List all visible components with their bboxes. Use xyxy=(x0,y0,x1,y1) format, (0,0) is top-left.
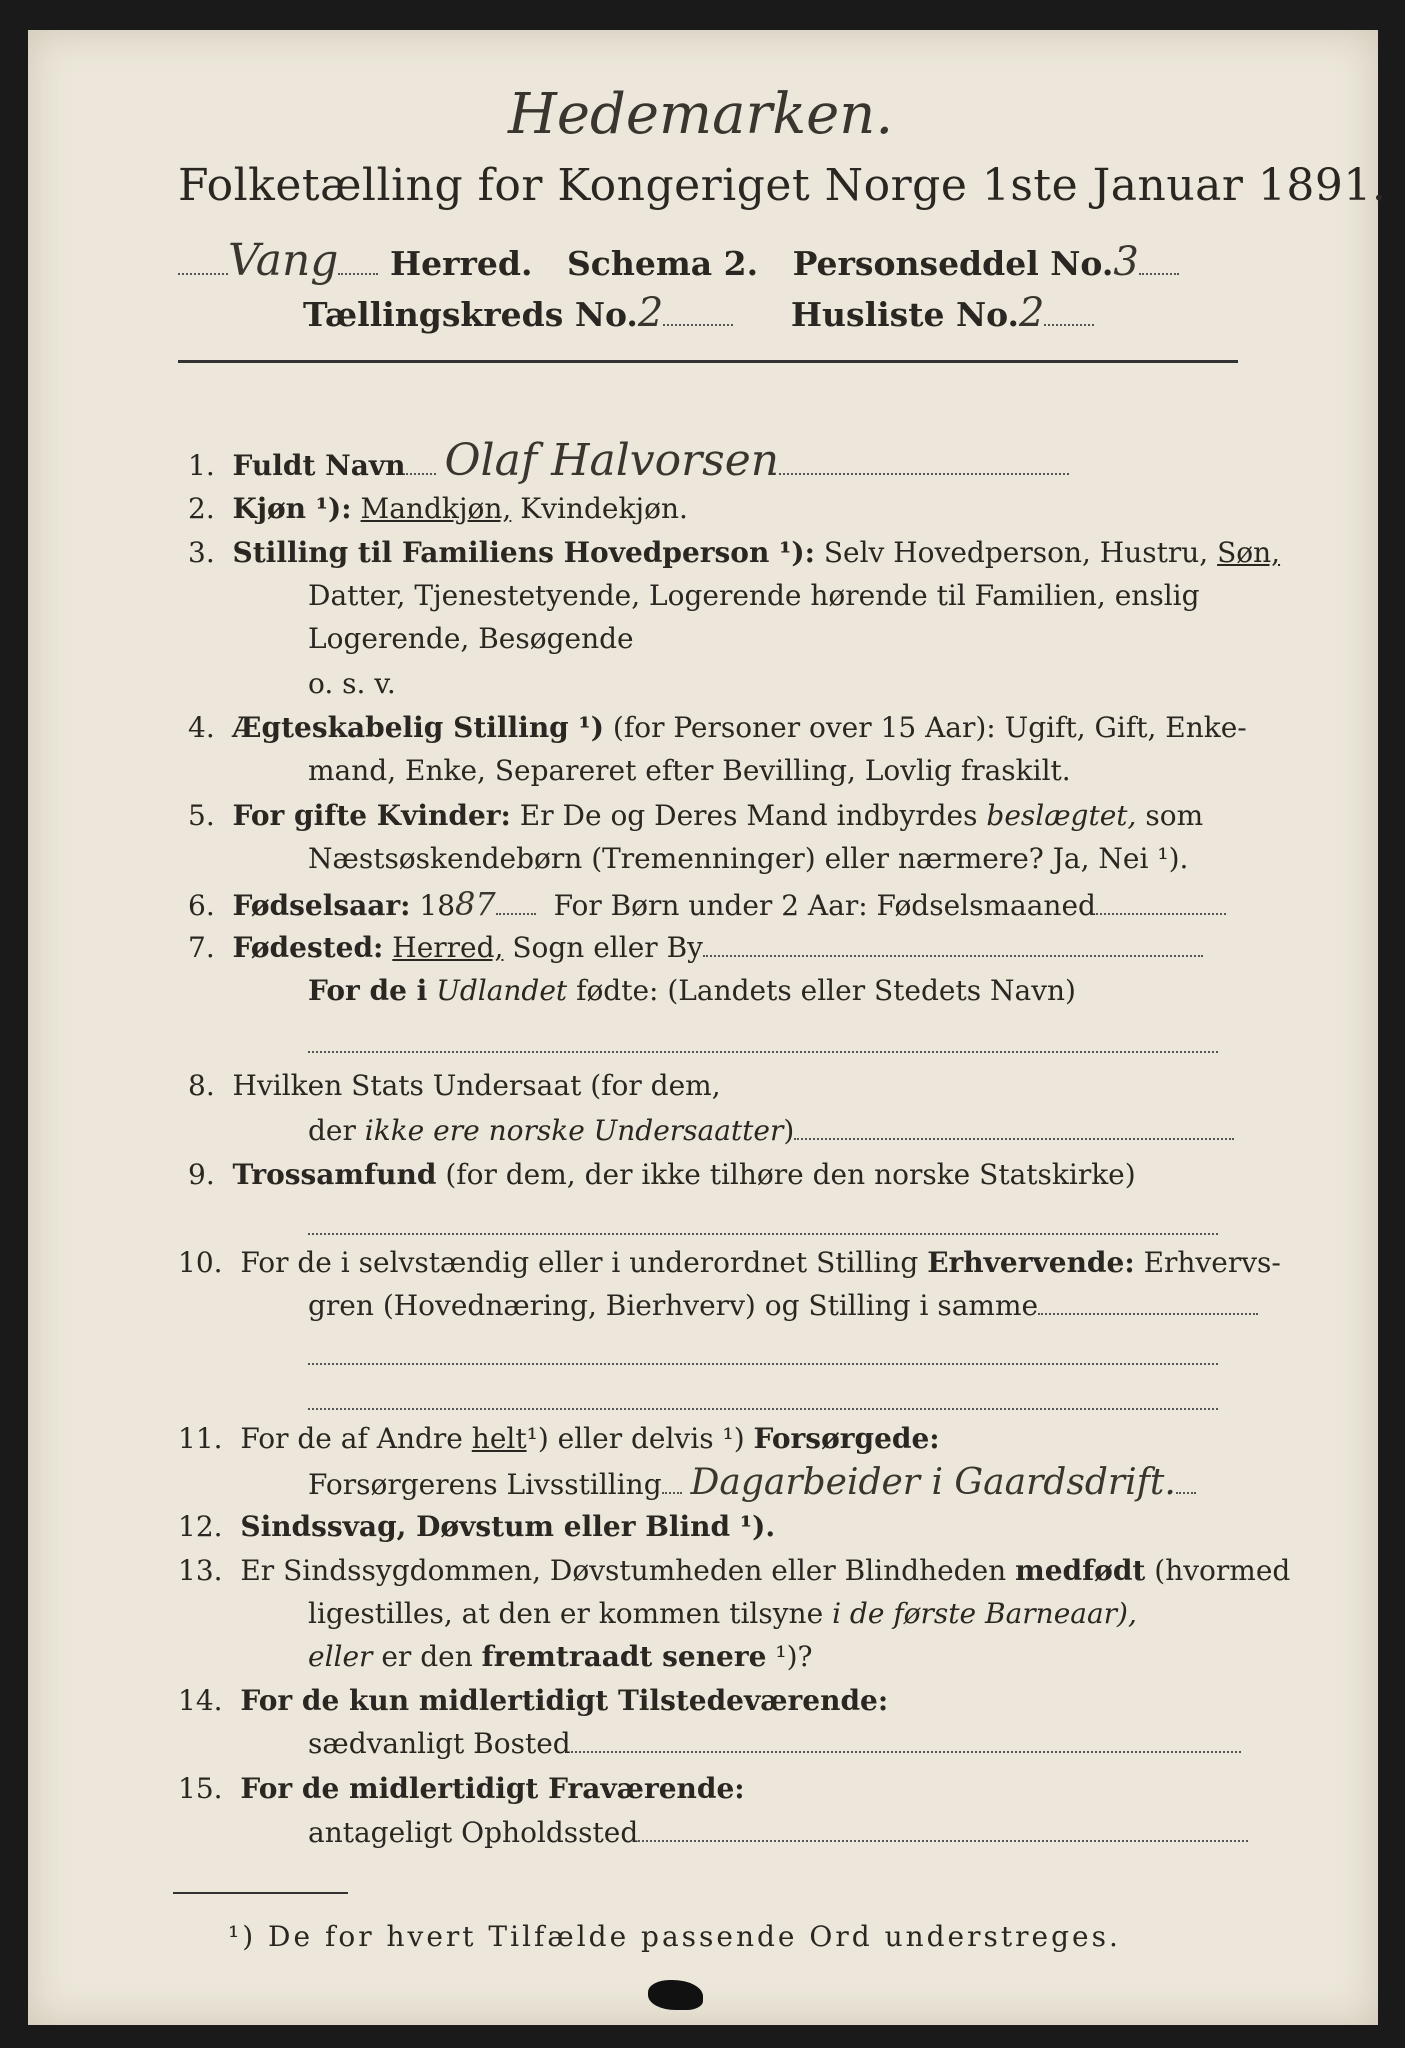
item-14-line-2 xyxy=(308,1723,1241,1765)
herred-value: Vang xyxy=(228,235,339,286)
item-label: Fuldt Navn xyxy=(232,449,406,482)
item-text: Sogn eller By xyxy=(512,931,703,964)
item-label: fremtraadt senere xyxy=(481,1640,767,1673)
item-5-line-2: Næstsøskendebørn (Tremenninger) eller nærmere? Ja, Nei ¹). xyxy=(308,842,1189,875)
item-3-line-3: Logerende, Besøgende xyxy=(308,622,634,655)
item-9 xyxy=(188,1154,1136,1196)
item-text: For de af Andre xyxy=(240,1422,463,1455)
item-text: Er De og Deres Mand indbyrdes xyxy=(519,799,978,832)
item-9-blank-line xyxy=(308,1220,1218,1239)
item-text: ¹)? xyxy=(775,1640,813,1673)
item-15 xyxy=(178,1768,745,1810)
item-text: For de i xyxy=(308,974,428,1007)
item-number: 2. xyxy=(188,492,215,525)
item-label: medfødt xyxy=(1015,1554,1146,1587)
item-text-italic: i de første Barneaar), xyxy=(832,1597,1137,1630)
item-10-blank-line-2 xyxy=(308,1395,1218,1414)
item-text-italic: Udlandet xyxy=(436,974,568,1007)
taellingskreds-label: Tællingskreds No. xyxy=(303,295,638,334)
schema-label: Schema 2. xyxy=(566,244,759,283)
item-text: For de i selvstændig eller i underordnet Stilling xyxy=(240,1246,919,1279)
item-label: For de kun midlertidigt Tilstedeværende: xyxy=(240,1684,889,1717)
ink-blot xyxy=(648,1980,703,2010)
item-text-italic: beslægtet, xyxy=(986,799,1137,832)
item-number: 15. xyxy=(178,1772,223,1805)
personseddel-value: 3 xyxy=(1113,239,1139,285)
item-number: 8. xyxy=(188,1069,215,1102)
item-label: Forsørgede: xyxy=(753,1422,940,1455)
item-label: For de midlertidigt Fraværende: xyxy=(240,1772,745,1805)
item-10-line-2 xyxy=(308,1285,1258,1327)
item-7-line-2 xyxy=(308,970,1076,1012)
item-text: (for dem, xyxy=(590,1069,721,1102)
husliste-value: 2 xyxy=(1019,290,1045,336)
item-1 xyxy=(188,435,1069,487)
item-number: 12. xyxy=(178,1510,223,1543)
item-13 xyxy=(178,1550,1290,1592)
support-option-helt: helt xyxy=(471,1422,527,1455)
item-2 xyxy=(188,488,688,530)
item-number: 7. xyxy=(188,931,215,964)
item-4-line-2: mand, Enke, Separeret efter Bevilling, Lovlig fraskilt. xyxy=(308,754,1071,787)
item-3-line-4: o. s. v. xyxy=(308,667,396,700)
item-13-line-2 xyxy=(308,1593,1137,1635)
item-number: 3. xyxy=(188,536,215,569)
item-label: For gifte Kvinder: xyxy=(232,799,511,832)
item-text: ligestilles, at den er kommen tilsyne xyxy=(308,1597,824,1630)
item-text: Erhvervs- xyxy=(1143,1246,1281,1279)
item-number: 10. xyxy=(178,1246,223,1279)
item-11-line-2 xyxy=(308,1462,1196,1506)
herred-label: Herred. xyxy=(389,244,533,283)
item-10-blank-line-1 xyxy=(308,1350,1218,1369)
item-5 xyxy=(188,795,1203,837)
item-8-line-2: der ikke ere norske Undersaatter) xyxy=(308,1110,1234,1152)
taellingskreds-line xyxy=(303,290,1094,336)
item-text-italic: ikke ere norske Undersaatter xyxy=(364,1114,784,1147)
relation-option-son: Søn, xyxy=(1217,536,1281,569)
item-text: fødte: (Landets eller Stedets Navn) xyxy=(576,974,1076,1007)
item-text: (for dem, der ikke tilhøre den norske Statskirke) xyxy=(445,1158,1136,1191)
item-text: (for Personer over 15 Aar): Ugift, Gift, Enke- xyxy=(612,711,1247,744)
item-label: Stilling til Familiens Hovedperson ¹): xyxy=(232,536,815,569)
item-15-line-2 xyxy=(308,1812,1248,1854)
item-text: (hvormed xyxy=(1154,1554,1291,1587)
item-text: antageligt Opholdssted xyxy=(308,1816,639,1849)
item-text: For Børn under 2 Aar: Fødselsmaaned xyxy=(553,889,1096,922)
taellingskreds-value: 2 xyxy=(637,290,664,336)
item-number: 6. xyxy=(188,889,215,922)
footnote-rule xyxy=(173,1892,348,1894)
item-label: Ægteskabelig Stilling ¹) xyxy=(232,711,605,744)
item-7-blank-line xyxy=(308,1038,1218,1057)
item-14 xyxy=(178,1680,888,1722)
gender-option-male: Mandkjøn, xyxy=(360,492,512,525)
provider-occupation-value: Dagarbeider i Gaardsdrift. xyxy=(690,1462,1176,1503)
item-3-line-2: Datter, Tjenestetyende, Logerende hørende til Familien, enslig xyxy=(308,579,1200,612)
item-label: Kjøn ¹): xyxy=(232,492,352,525)
item-label: Fødselsaar: xyxy=(232,889,411,922)
item-label: Sindssvag, Døvstum eller Blind ¹). xyxy=(240,1510,776,1543)
item-number: 11. xyxy=(178,1422,223,1455)
gender-option-female: Kvindekjøn. xyxy=(520,492,688,525)
full-name-value: Olaf Halvorsen xyxy=(444,435,780,486)
item-number: 13. xyxy=(178,1554,223,1587)
item-label: Fødested: xyxy=(232,931,384,964)
handwritten-place-name: Hedemarken. xyxy=(508,82,894,147)
item-text: ¹) eller delvis ¹) xyxy=(526,1422,745,1455)
item-text: Selv Hovedperson, Hustru, xyxy=(823,536,1209,569)
item-8 xyxy=(188,1065,721,1107)
item-text-italic: eller xyxy=(308,1640,373,1673)
item-label: Trossamfund xyxy=(232,1158,437,1191)
item-label: Erhvervende: xyxy=(927,1246,1135,1279)
birth-year-prefix: 18 xyxy=(419,889,456,922)
item-7 xyxy=(188,927,1203,969)
item-label: Hvilken Stats Undersaat xyxy=(232,1069,582,1102)
item-text: der xyxy=(308,1114,356,1147)
item-number: 1. xyxy=(188,449,215,482)
item-4 xyxy=(188,707,1247,749)
item-number: 9. xyxy=(188,1158,215,1191)
item-text: Er Sindssygdommen, Døvstumheden eller Blindheden xyxy=(240,1554,1007,1587)
footnote: ¹) De for hvert Tilfælde passende Ord understreges. xyxy=(228,1920,1121,1953)
personseddel-label: Personseddel No. xyxy=(792,244,1114,283)
item-11 xyxy=(178,1418,940,1460)
birth-year-value: 87 xyxy=(455,885,496,923)
item-text: Forsørgerens Livsstilling xyxy=(308,1468,662,1501)
item-3 xyxy=(188,532,1280,574)
item-text: er den xyxy=(381,1640,473,1673)
census-form-page xyxy=(28,30,1387,2025)
form-title: Folketælling for Kongeriget Norge 1ste Januar 1891. xyxy=(178,160,1387,211)
item-13-line-3 xyxy=(308,1636,813,1678)
item-12 xyxy=(178,1506,775,1548)
item-number: 14. xyxy=(178,1684,223,1717)
item-number: 5. xyxy=(188,799,215,832)
birthplace-option-herred: Herred, xyxy=(392,931,504,964)
item-text: som xyxy=(1145,799,1204,832)
item-text: sædvanligt Bosted xyxy=(308,1727,571,1760)
item-10 xyxy=(178,1242,1281,1284)
item-text: gren (Hovednæring, Bierhverv) og Stilling i samme xyxy=(308,1289,1039,1322)
header-rule xyxy=(178,360,1238,363)
item-6 xyxy=(188,883,1226,927)
herred-line xyxy=(178,235,1179,286)
husliste-label: Husliste No. xyxy=(790,295,1020,334)
item-number: 4. xyxy=(188,711,215,744)
